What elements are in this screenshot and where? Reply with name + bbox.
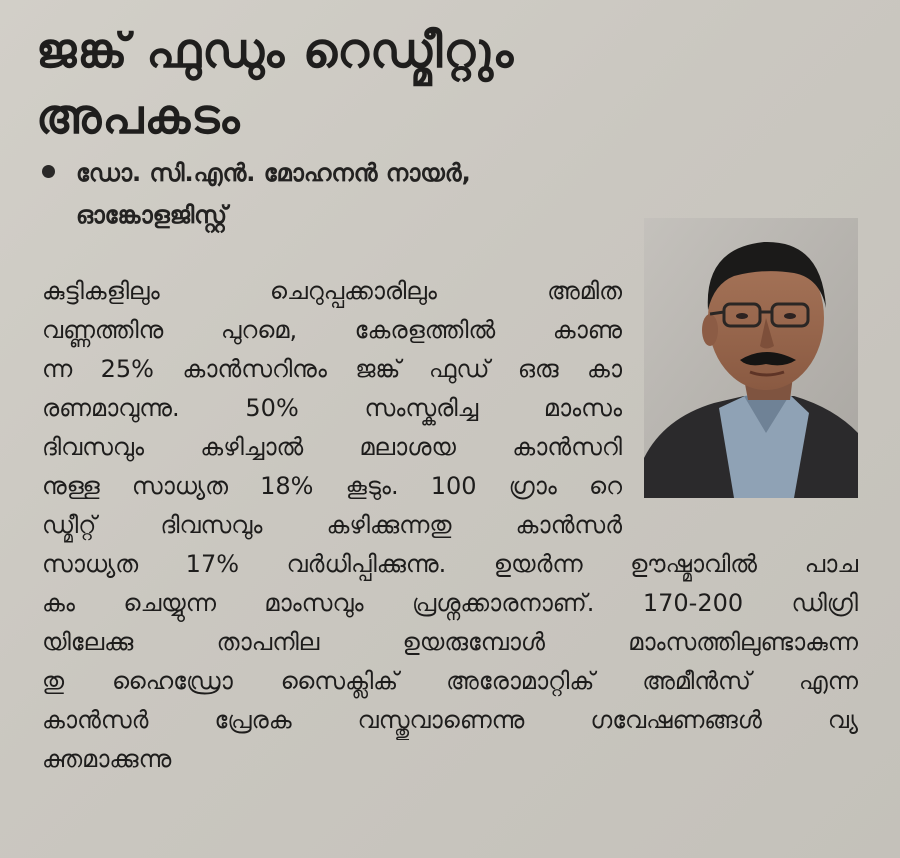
article-line: ക്തമാക്കുന്നു	[42, 745, 172, 773]
article-line: യിലേക്കു താപനില ഉയരുമ്പോൾ മാംസത്തിലുണ്ടാകുന്ന	[42, 628, 858, 656]
article-line: തു ഹൈഡ്രോ സൈക്ലിക് അരോമാറ്റിക് അമീൻസ് എന്ന	[42, 667, 858, 695]
article-line: കം ചെയ്യുന്ന മാംസവും പ്രശ്നക്കാരനാണ്. 170-200 ഡിഗ്രി	[42, 589, 858, 617]
article-line: രണമാവുന്നു. 50% സംസ്കരിച്ച മാംസം	[42, 394, 622, 422]
headline	[36, 18, 656, 150]
author-role: ഓങ്കോളജിസ്റ്റ്	[76, 201, 228, 229]
article-line: ന്ന 25% കാൻസറിനും ജങ്ക് ഫുഡ് ഒരു കാ	[42, 355, 622, 383]
author-name: ഡോ. സി.എൻ. മോഹനൻ നായർ,	[76, 159, 471, 187]
article-body	[42, 272, 858, 779]
article-line: കുട്ടികളിലും ചെറുപ്പക്കാരിലും അമിത	[42, 277, 622, 305]
headline-line-1: ജങ്ക് ഫുഡും റെഡ്മീറ്റും	[36, 23, 515, 79]
article-line: ദിവസവും കഴിച്ചാൽ മലാശയ കാൻസറി	[42, 433, 622, 461]
byline	[42, 152, 662, 236]
headline-line-2: അപകടം	[36, 89, 241, 145]
article-line: സാധ്യത 17% വർധിപ്പിക്കുന്നു. ഉയർന്ന ഊഷ്മാവിൽ പാച	[42, 550, 858, 578]
article-line: കാൻസർ പ്രേരക വസ്തുവാണെന്നു ഗവേഷണങ്ങൾ വ്യ	[42, 706, 858, 734]
article-line: നുള്ള സാധ്യത 18% കൂടും. 100 ഗ്രാം റെ	[42, 472, 622, 500]
article-line: ഡ്മീറ്റ് ദിവസവും കഴിക്കുന്നതു കാൻസർ	[42, 511, 622, 539]
bullet-icon	[42, 165, 55, 178]
article-line: വണ്ണത്തിനു പുറമെ, കേരളത്തിൽ കാണു	[42, 316, 622, 344]
